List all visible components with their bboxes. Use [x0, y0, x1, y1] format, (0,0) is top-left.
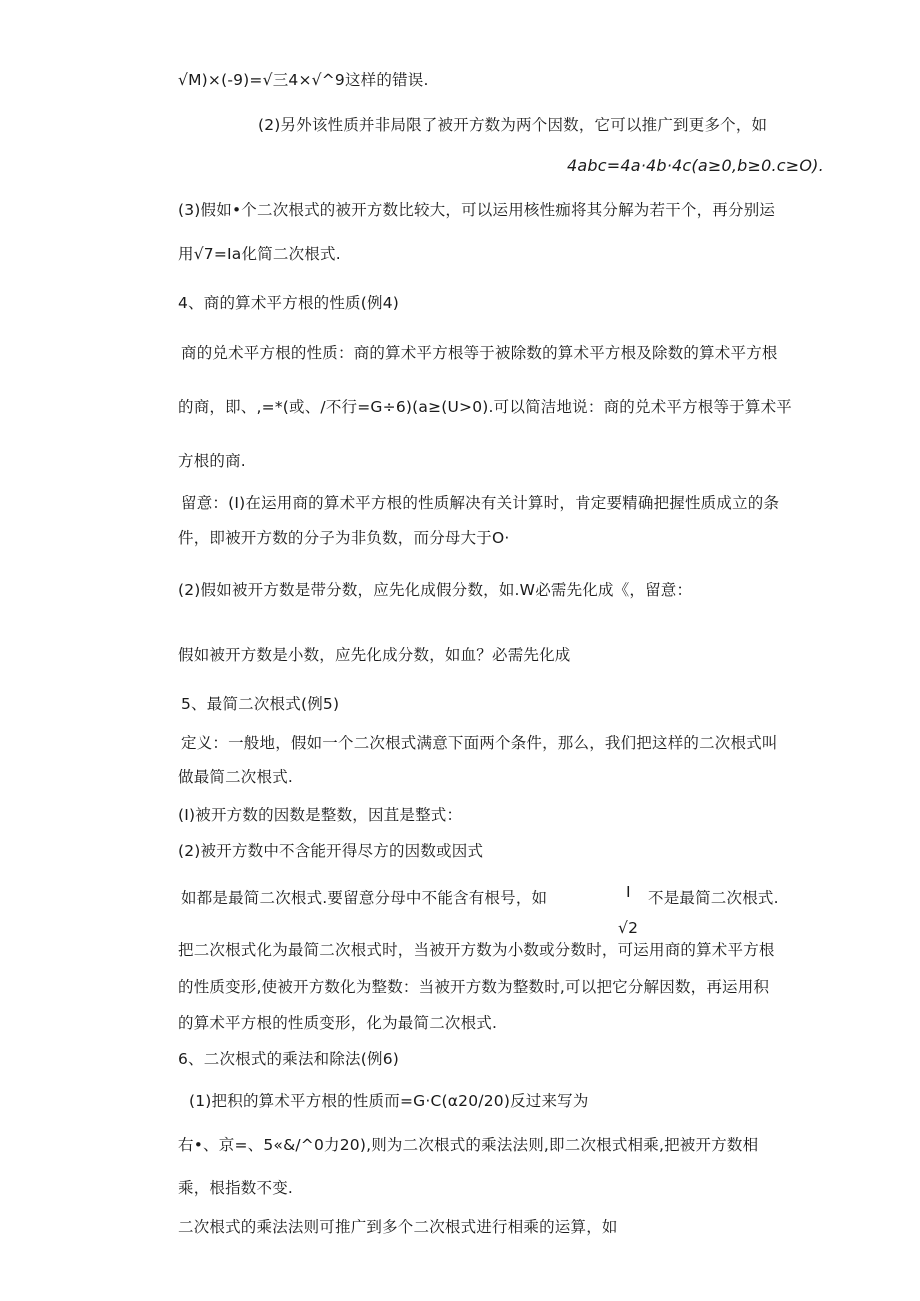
text-line: (2)假如被开方数是带分数，应先化成假分数，如.W必需先化成《，留意：: [178, 581, 693, 599]
text-line: 件，即被开方数的分子为非负数，而分母大于O·: [178, 529, 510, 547]
text-line: 商的兑术平方根的性质：商的算术平方根等于被除数的算术平方根及除数的算术平方根: [181, 344, 778, 362]
text-line: 定义：一般地，假如一个二次根式满意下面两个条件，那么，我们把这样的二次根式叫: [181, 734, 778, 752]
formula-line: 4abc=4a·4b·4c(a≥0,b≥0.c≥O).: [567, 156, 824, 175]
text-line: 假如被开方数是小数，应先化成分数，如血？必需先化成: [178, 646, 571, 664]
text-line: √M)×(-9)=√三4×√^9这样的错误.: [178, 71, 429, 89]
fraction-denominator: √2: [618, 919, 639, 937]
text-line: 做最简二次根式.: [178, 768, 294, 786]
text-line: 如都是最简二次根式.要留意分母中不能含有根号，如: [181, 889, 548, 907]
section-heading: 6、二次根式的乘法和除法(例6): [178, 1050, 400, 1068]
text-line: 留意：(I)在运用商的算术平方根的性质解决有关计算时，肯定要精确把握性质成立的条: [181, 494, 780, 512]
text-line: 的算术平方根的性质变形，化为最简二次根式.: [178, 1014, 498, 1032]
section-heading: 4、商的算术平方根的性质(例4): [178, 294, 400, 312]
fraction-numerator: I: [626, 883, 631, 901]
text-line: 方根的商.: [178, 452, 246, 470]
text-line: 用√7=Ia化简二次根式.: [178, 245, 341, 263]
section-heading: 5、最简二次根式(例5): [181, 695, 340, 713]
text-line: 的性质变形,使被开方数化为整数：当被开方数为整数时,可以把它分解因数，再运用积: [178, 978, 770, 996]
text-line: (2)被开方数中不含能开得尽方的因数或因式: [178, 842, 484, 860]
text-line: 乘，根指数不变.: [178, 1179, 294, 1197]
text-line: 二次根式的乘法法则可推广到多个二次根式进行相乘的运算，如: [178, 1218, 618, 1236]
text-line: (2)另外该性质并非局限了被开方数为两个因数，它可以推广到更多个，如: [258, 116, 768, 134]
text-line: 把二次根式化为最简二次根式时，当被开方数为小数或分数时，可运用商的算术平方根: [178, 941, 775, 959]
text-line: (I)被开方数的因数是整数，因苴是整式：: [178, 806, 463, 824]
text-line: 右•、京=、5«&/^0力20),则为二次根式的乘法法则,即二次根式相乘,把被开方数相: [178, 1136, 759, 1154]
text-line: 的商，即、,=*(或、/不行=G÷6)(a≥(U>0).可以简洁地说：商的兑术平方根等于算术平: [178, 398, 792, 416]
text-line: (1)把积的算术平方根的性质而=G·C(α20∕20)反过来写为: [189, 1092, 589, 1110]
text-line: (3)假如•个二次根式的被开方数比较大，可以运用核性痂将其分解为若干个，再分别运: [178, 201, 776, 219]
text-line: 不是最简二次根式.: [648, 889, 779, 907]
